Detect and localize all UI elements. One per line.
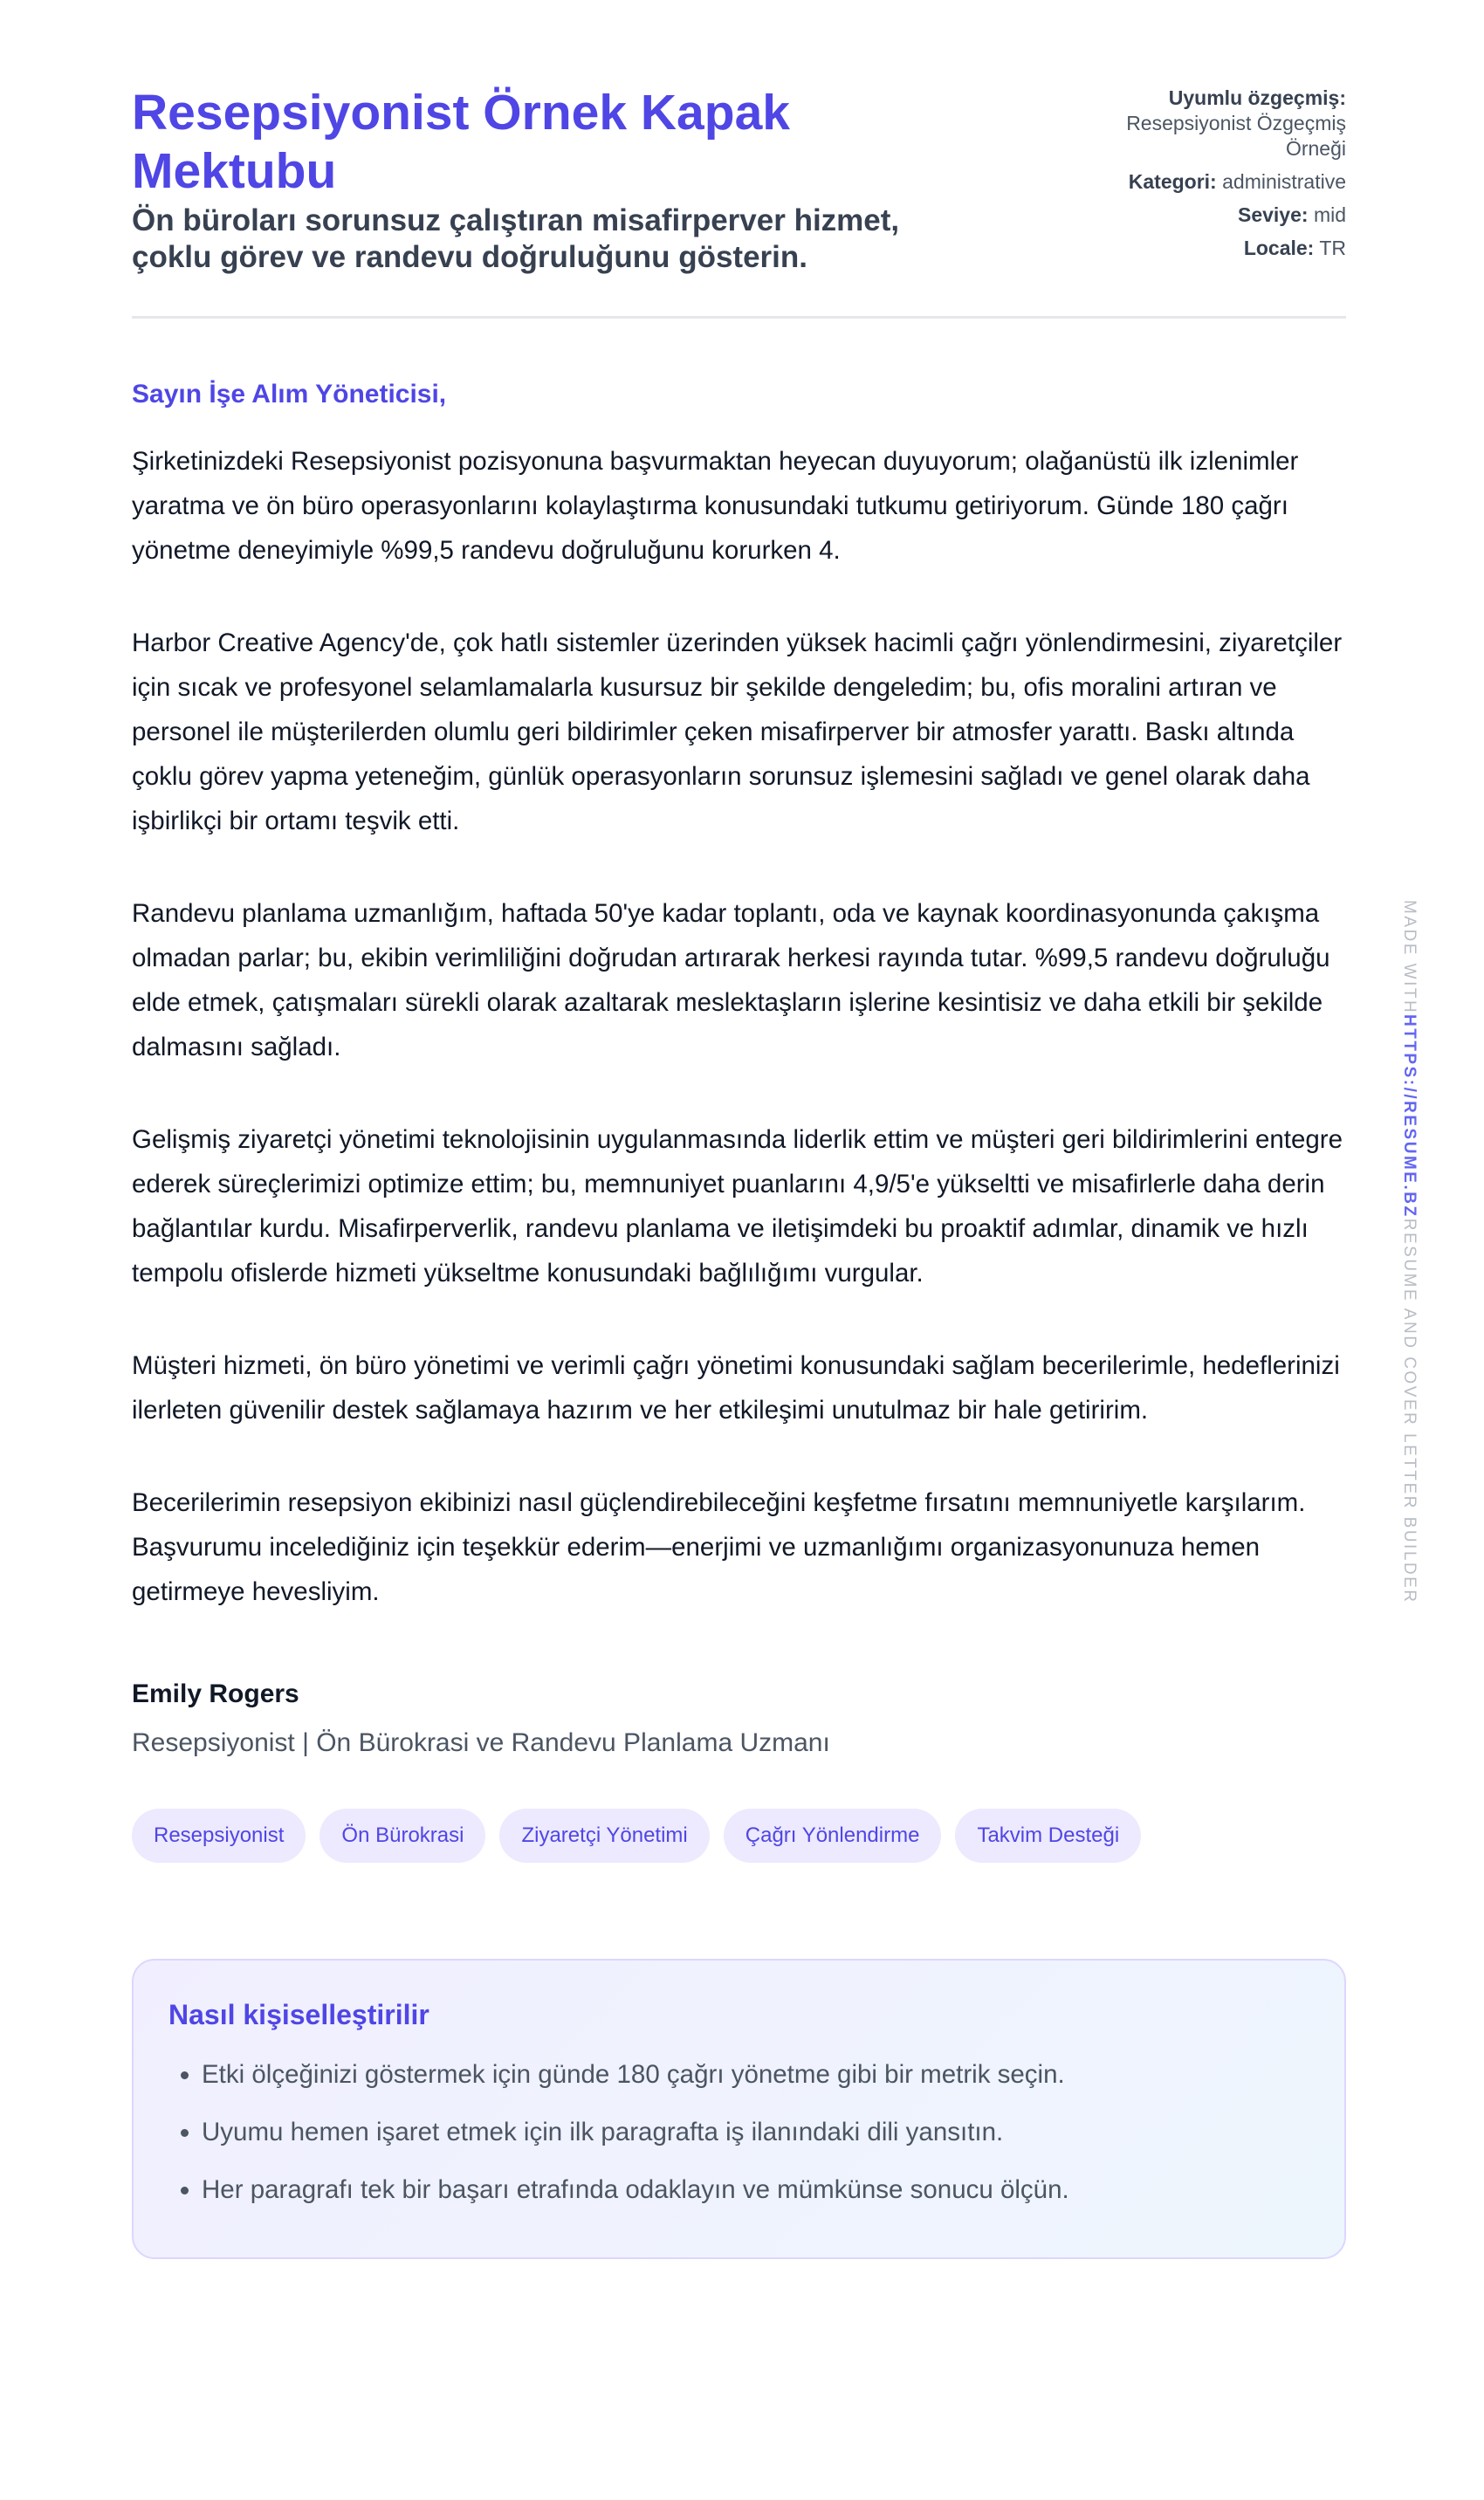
meta-category — [1084, 169, 1346, 195]
watermark-prefix: MADE WITH — [1400, 900, 1419, 1015]
tag: Ziyaretçi Yönetimi — [499, 1809, 709, 1863]
tag: Resepsiyonist — [132, 1809, 306, 1863]
watermark-suffix: RESUME AND COVER LETTER BUILDER — [1400, 1218, 1419, 1604]
tag: Takvim Desteği — [955, 1809, 1141, 1863]
salutation: Sayın İşe Alım Yöneticisi, — [132, 380, 447, 409]
tip-item: • Her paragrafı tek bir başarı etrafında odaklayın ve mümkünse sonucu ölçün. — [202, 2173, 1309, 2208]
paragraph: Randevu planlama uzmanlığım, haftada 50'ye kadar toplantı, oda ve kaynak koordinasyonunda çakışma olmadan parlar; bu, ekibin verimliliğini doğrudan artırarak herkesi rayında tutar. %99,5 randevu doğruluğu elde etmek, çatışmaları sürekli olarak azaltarak meslektaşların işlerine kesintisiz ve daha etkili bir şekilde dalmasını sağladı. — [132, 899, 1330, 1061]
meta-locale — [1084, 236, 1346, 261]
watermark — [1399, 900, 1419, 1604]
paragraph: Becerilerimin resepsiyon ekibinizi nasıl güçlendirebileceğini keşfetme fırsatını memnuniyetle karşılarım. Başvurumu incelediğiniz için teşekkür ederim—enerjimi ve uzmanlığımı organizasyonunuza hemen getirmeye hevesliyim. — [132, 1488, 1306, 1606]
paragraph: Şirketinizdeki Resepsiyonist pozisyonuna başvurmaktan heyecan duyuyorum; olağanüstü ilk izlenimler yaratma ve ön büro operasyonlarını kolaylaştırma konusundaki tutkumu getiriyorum. Günde 180 çağrı yönetme deneyimiyle %99,5 randevu doğruluğunu korurken 4. — [132, 447, 1299, 565]
signature-title: Resepsiyonist | Ön Bürokrasi ve Randevu Planlama Uzmanı — [132, 1728, 830, 1757]
meta-category-label: Kategori: — [1128, 170, 1217, 193]
tag: Çağrı Yönlendirme — [724, 1809, 942, 1863]
signature-name: Emily Rogers — [132, 1679, 299, 1708]
meta-resume — [1084, 86, 1346, 161]
page-subtitle: Ön büroları sorunsuz çalıştıran misafirperver hizmet, çoklu görev ve randevu doğruluğunu gösterin. — [132, 203, 900, 274]
paragraph: Harbor Creative Agency'de, çok hatlı sistemler üzerinden yüksek hacimli çağrı yönlendirmesini, ziyaretçiler için sıcak ve profesyonel selamlamalarla kusursuz bir şekilde dengeledim; bu, ofis moralini artıran ve personel ile müşterilerden olumlu geri bildirimler çeken misafirperver bir atmosfer yarattı. Baskı altında çoklu görev yapma yeteneğim, günlük operasyonların sorunsuz işlemesini sağladı ve genel olarak daha işbirlikçi bir ortamı teşvik etti. — [132, 628, 1343, 835]
title-block — [132, 84, 970, 276]
tag-list — [132, 1809, 1346, 1863]
meta-locale-value: TR — [1319, 237, 1346, 259]
meta-panel — [1084, 86, 1346, 269]
meta-category-value: administrative — [1222, 170, 1346, 193]
tips-box — [132, 1959, 1346, 2259]
paragraph: Müşteri hizmeti, ön büro yönetimi ve verimli çağrı yönetimi konusundaki sağlam becerilerimle, hedeflerinizi ilerleten güvenilir destek sağlamaya hazırım ve her etkileşimi unutulmaz bir hale getiririm. — [132, 1351, 1340, 1425]
meta-resume-label: Uyumlu özgeçmiş: — [1168, 86, 1346, 109]
letter-body — [132, 439, 1346, 1614]
paragraph: Gelişmiş ziyaretçi yönetimi teknolojisinin uygulanmasında liderlik ettim ve müşteri geri bildirimlerini entegre ederek süreçlerimizi optimize ettim; bu, memnuniyet puanlarını 4,9/5'e yükseltti ve misafirlerle daha derin bağlantılar kurdu. Misafirperverlik, randevu planlama ve iletişimdeki bu proaktif adımlar, dinamik ve hızlı tempolu ofislerde hizmeti yükseltme konusundaki bağlılığımı vurgular. — [132, 1125, 1343, 1288]
tip-item: • Etki ölçeğinizi göstermek için günde 180 çağrı yönetme gibi bir metrik seçin. — [202, 2057, 1309, 2092]
meta-level — [1084, 203, 1346, 228]
meta-level-value: mid — [1313, 203, 1346, 226]
tip-item: • Uyumu hemen işaret etmek için ilk paragrafta iş ilanındaki dili yansıtın. — [202, 2115, 1309, 2150]
tips-title: Nasıl kişiselleştirilir — [168, 1999, 429, 2030]
header — [132, 84, 1346, 276]
meta-level-label: Seviye: — [1237, 203, 1309, 226]
divider — [132, 316, 1346, 319]
page-title: Resepsiyonist Örnek Kapak Mektubu — [132, 85, 790, 199]
tag: Ön Bürokrasi — [319, 1809, 485, 1863]
meta-resume-value: Resepsiyonist Özgeçmiş Örneği — [1126, 112, 1346, 160]
cover-letter-page — [132, 84, 1346, 2259]
meta-locale-label: Locale: — [1243, 237, 1315, 259]
watermark-link[interactable]: HTTPS://RESUME.BZ — [1400, 1014, 1419, 1219]
tips-list — [168, 2057, 1309, 2208]
